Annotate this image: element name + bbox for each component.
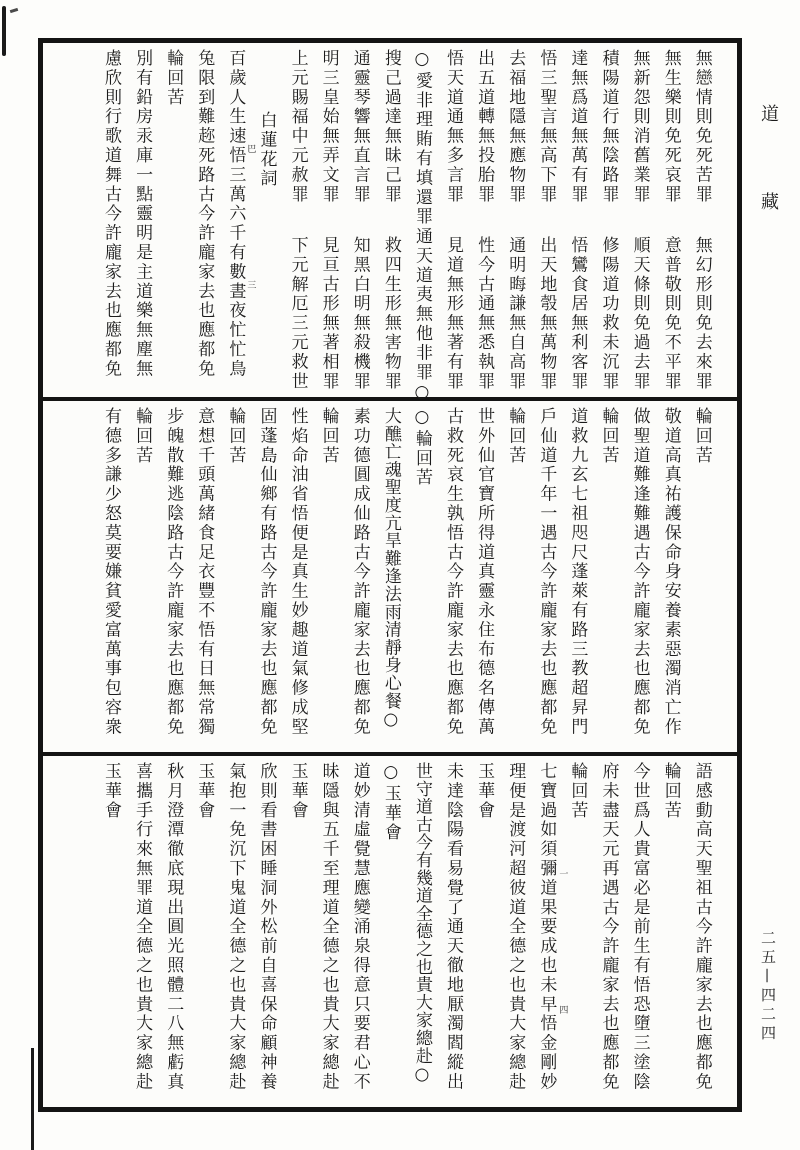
text-column [95,407,126,746]
verse-text: 語感動高天聖祖古今許龐家去也應都免 [691,762,712,1092]
text-column [126,762,157,1101]
text-column [250,762,281,1101]
text-column [561,49,592,391]
refrain-column [686,407,717,746]
refrain-column [468,762,499,1101]
verse-text: 道救九玄七祖咫尺蓬萊有路三教超昇門 [567,407,588,737]
verse-text: 兔限到難趂死路古今許龐家去也應都免 [194,49,215,379]
annotation-mark: 四 [557,1004,568,1014]
verse-segment-top: 無生樂則免死哀罪 [660,49,681,205]
verse-segment-bottom: 修陽道功救未沉罪 [598,235,619,391]
verse-segment-bottom: 見道無形無著有罪 [443,235,464,391]
verse-text: 素功德圓成仙路古今許龐家去也應都免 [349,407,370,737]
text-column [686,762,717,1101]
refrain-column [282,762,313,1101]
section-top [43,43,737,405]
text-column [250,407,281,746]
text-column [188,49,219,391]
verse-segment-top: 無新怨則消舊業罪 [629,49,650,205]
refrain-column [219,407,250,746]
text-column [219,49,256,391]
scan-artifact-bottom-line [31,1048,34,1150]
verse-text: 敬道高真祐護保命身安養素惡濁消亡作 [660,407,681,737]
text-column [437,762,468,1101]
verse-segment-top: 悟三聖言無高下罪 [536,49,557,205]
refrain-column [593,407,624,746]
verse-text: 性焰命油省悟便是真生妙趣道氣修成堅 [287,407,308,737]
refrain-text: 輪回苦 [660,762,681,821]
verse-segment-bottom: 性今古通無悉執罪 [474,235,495,391]
refrain-text: 玉華會 [101,762,121,821]
verse-segment-top: ○愛非理賄有填還罪 [411,49,432,227]
verse-text: 未達陰陽看易覺了通天徹地厭濁閻縱出 [443,762,464,1092]
text-column [219,762,250,1101]
verse-segment-top: 去福地隱無應物罪 [505,49,526,205]
text-column [157,407,188,746]
verse-segment-top: 無戀情則免死苦罪 [691,49,712,205]
verse-text: 意想千頭萬緒食足衣豐不悟有日無常獨 [194,407,215,737]
text-column [437,407,468,746]
text-column [530,407,561,746]
text-column [344,762,375,1101]
text-column [344,407,375,746]
refrain-text: 輪回苦 [163,49,184,108]
verse-text: 世守道古今有幾道全德之也貴大家總赴○ [411,762,432,1086]
text-column [126,49,157,391]
refrain-text: 輪回苦 [567,762,588,821]
verse-segment-bottom: 下元解厄三元救世 [287,235,308,391]
text-column [561,407,592,746]
text-column [406,49,437,405]
verse-segment-top: 上元賜福中元赦罪 [287,49,308,205]
verse-text: 戶仙道千年一遇古今許龐家去也應都免 [536,407,557,737]
section-middle [43,397,737,752]
text-column [499,49,530,391]
text-column [530,49,561,391]
text-column [655,49,686,391]
verse-text: 做聖道難逢難遇古今許龐家去也應都免 [629,407,650,737]
text-column [282,407,313,746]
verse-text: 今世爲人貴富必是前生有悟恐墮三塗陰 [629,762,650,1092]
text-column [344,49,375,391]
refrain-text: 輪回苦 [318,407,339,466]
verse-text: 古救死哀生孰悟古今許龐家去也應都免 [443,407,464,737]
text-column [593,762,624,1101]
verse-text: 理便是渡河超彼道全德之也貴大家總赴 [505,762,526,1092]
refrain-column [188,762,219,1101]
verse-segment-bottom: 悟鸞食居無利客罪 [567,235,588,391]
text-column [468,49,499,391]
poem-title: 白蓮花詞 [256,111,277,189]
section-bottom [43,752,737,1107]
verse-text: 道妙清虛覺慧應變涌泉得意只要君心不 [349,762,370,1092]
text-column [406,762,437,1101]
verse-segment-bottom: 通明晦謙無自高罪 [505,235,526,391]
refrain-column [406,407,437,746]
verse-text: 氣抱一免沉下鬼道全德之也貴大家總赴 [225,762,246,1092]
annotation-mark: 巴 [245,144,256,154]
text-column [593,49,624,391]
verse-segment-bottom: 知黑白明無殺機罪 [349,235,370,391]
text-column [624,762,655,1101]
canon-title-label: 道藏 [758,104,779,280]
verse-text: 世外仙官寶所得道真靈永住布德名傳萬 [474,407,495,737]
page-number: 二五—四二四 [759,930,777,1044]
text-column [499,762,530,1101]
refrain-column [95,762,126,1101]
refrain-column [313,407,344,746]
verse-segment-top: 搜己過達無昧己罪 [380,49,401,205]
text-column [624,49,655,391]
verse-segment-bottom: 順天條則免過去罪 [629,235,650,391]
verse-text: 喜攜手行來無罪道全德之也貴大家總赴 [132,762,153,1092]
text-column [95,49,126,391]
verse-text: 大醮亡魂聖度亢旱難逢法雨清靜身心餐○ [380,407,401,731]
annotation-mark: 三 [245,280,256,290]
verse-segment-bottom: 見亘古形無著相罪 [318,235,339,391]
verse-segment-bottom: 救四生形無害物罪 [380,235,401,391]
refrain-column [557,762,592,1101]
verse-text: 昧隱與五千至理道全德之也貴大家總赴 [318,762,339,1092]
verse-text: 有德多謙少怒莫要嫌貧愛富萬事包容衆 [101,407,121,737]
verse-segment-top: 達無爲道無萬有罪 [567,49,588,205]
verse-text: 七寶過如須彌道果要成也未早悟金剛妙 [536,762,557,1092]
text-column [282,49,313,391]
text-column [375,407,406,746]
verse-segment-top: 明三皇始無弄文罪 [318,49,339,205]
verse-segment-top: 悟天道通無多言罪 [443,49,464,205]
refrain-text: 輪回苦 [598,407,619,466]
refrain-text: 輪回苦 [505,407,526,466]
verse-segment-top: 積陽道行無陰路罪 [598,49,619,205]
text-frame [38,38,742,1112]
annotation-mark: 一 [557,868,568,878]
verse-segment-bottom: 無幻形則免去來罪 [691,235,712,391]
refrain-text: 輪回苦 [225,407,246,466]
text-column [437,49,468,391]
refrain-text: 玉華會 [194,762,215,821]
text-column [686,49,717,391]
verse-segment-bottom: 出天地彀無萬物罪 [536,235,557,391]
verse-segment-top: 出五道轉無投胎罪 [474,49,495,205]
text-column [655,407,686,746]
text-column [530,762,561,1101]
refrain-column [499,407,530,746]
refrain-text: ○玉華會 [380,762,401,843]
refrain-text: 玉華會 [474,762,495,821]
verse-segment-bottom: 通天道夷無他非罪○ [411,226,432,405]
verse-text: 別有鉛房汞庫一點靈明是主道樂無塵無 [132,49,153,379]
verse-text: 慮欣則行歌道舞古今許龐家去也應都免 [101,49,121,379]
scan-artifact-left-edge [2,6,6,56]
text-column [313,49,344,391]
verse-text: 固蓬島仙鄉有路古今許龐家去也應都免 [256,407,277,737]
text-column [157,762,188,1101]
scan-artifact-corner-mark [10,8,19,13]
text-column [624,407,655,746]
refrain-text: 輪回苦 [691,407,712,466]
verse-text: 欣則看書困睡洞外松前自喜保命顧神養 [256,762,277,1092]
refrain-column [655,762,686,1101]
refrain-text: ○輪回苦 [411,407,432,488]
refrain-text: 玉華會 [287,762,308,821]
refrain-column [157,49,188,391]
poem-title-column [250,49,281,391]
verse-segment-top: 通靈琴響無直言罪 [349,49,370,205]
verse-text: 府未盡天元再遇古今許龐家去也應都免 [598,762,619,1092]
verse-text: 百歲人生速悟三萬六千有數晝夜忙忙鳥 [225,49,246,379]
text-column [188,407,219,746]
text-column [313,762,344,1101]
text-column [468,407,499,746]
refrain-text: 輪回苦 [132,407,153,466]
verse-text: 步魄散難逃陰路古今許龐家去也應都免 [163,407,184,737]
refrain-column [375,762,406,1101]
verse-segment-bottom: 意普敬則免不平罪 [660,235,681,391]
verse-text: 秋月澄潭徹底現出圓光照體二八無虧真 [163,762,184,1092]
refrain-column [126,407,157,746]
text-column [375,49,406,391]
